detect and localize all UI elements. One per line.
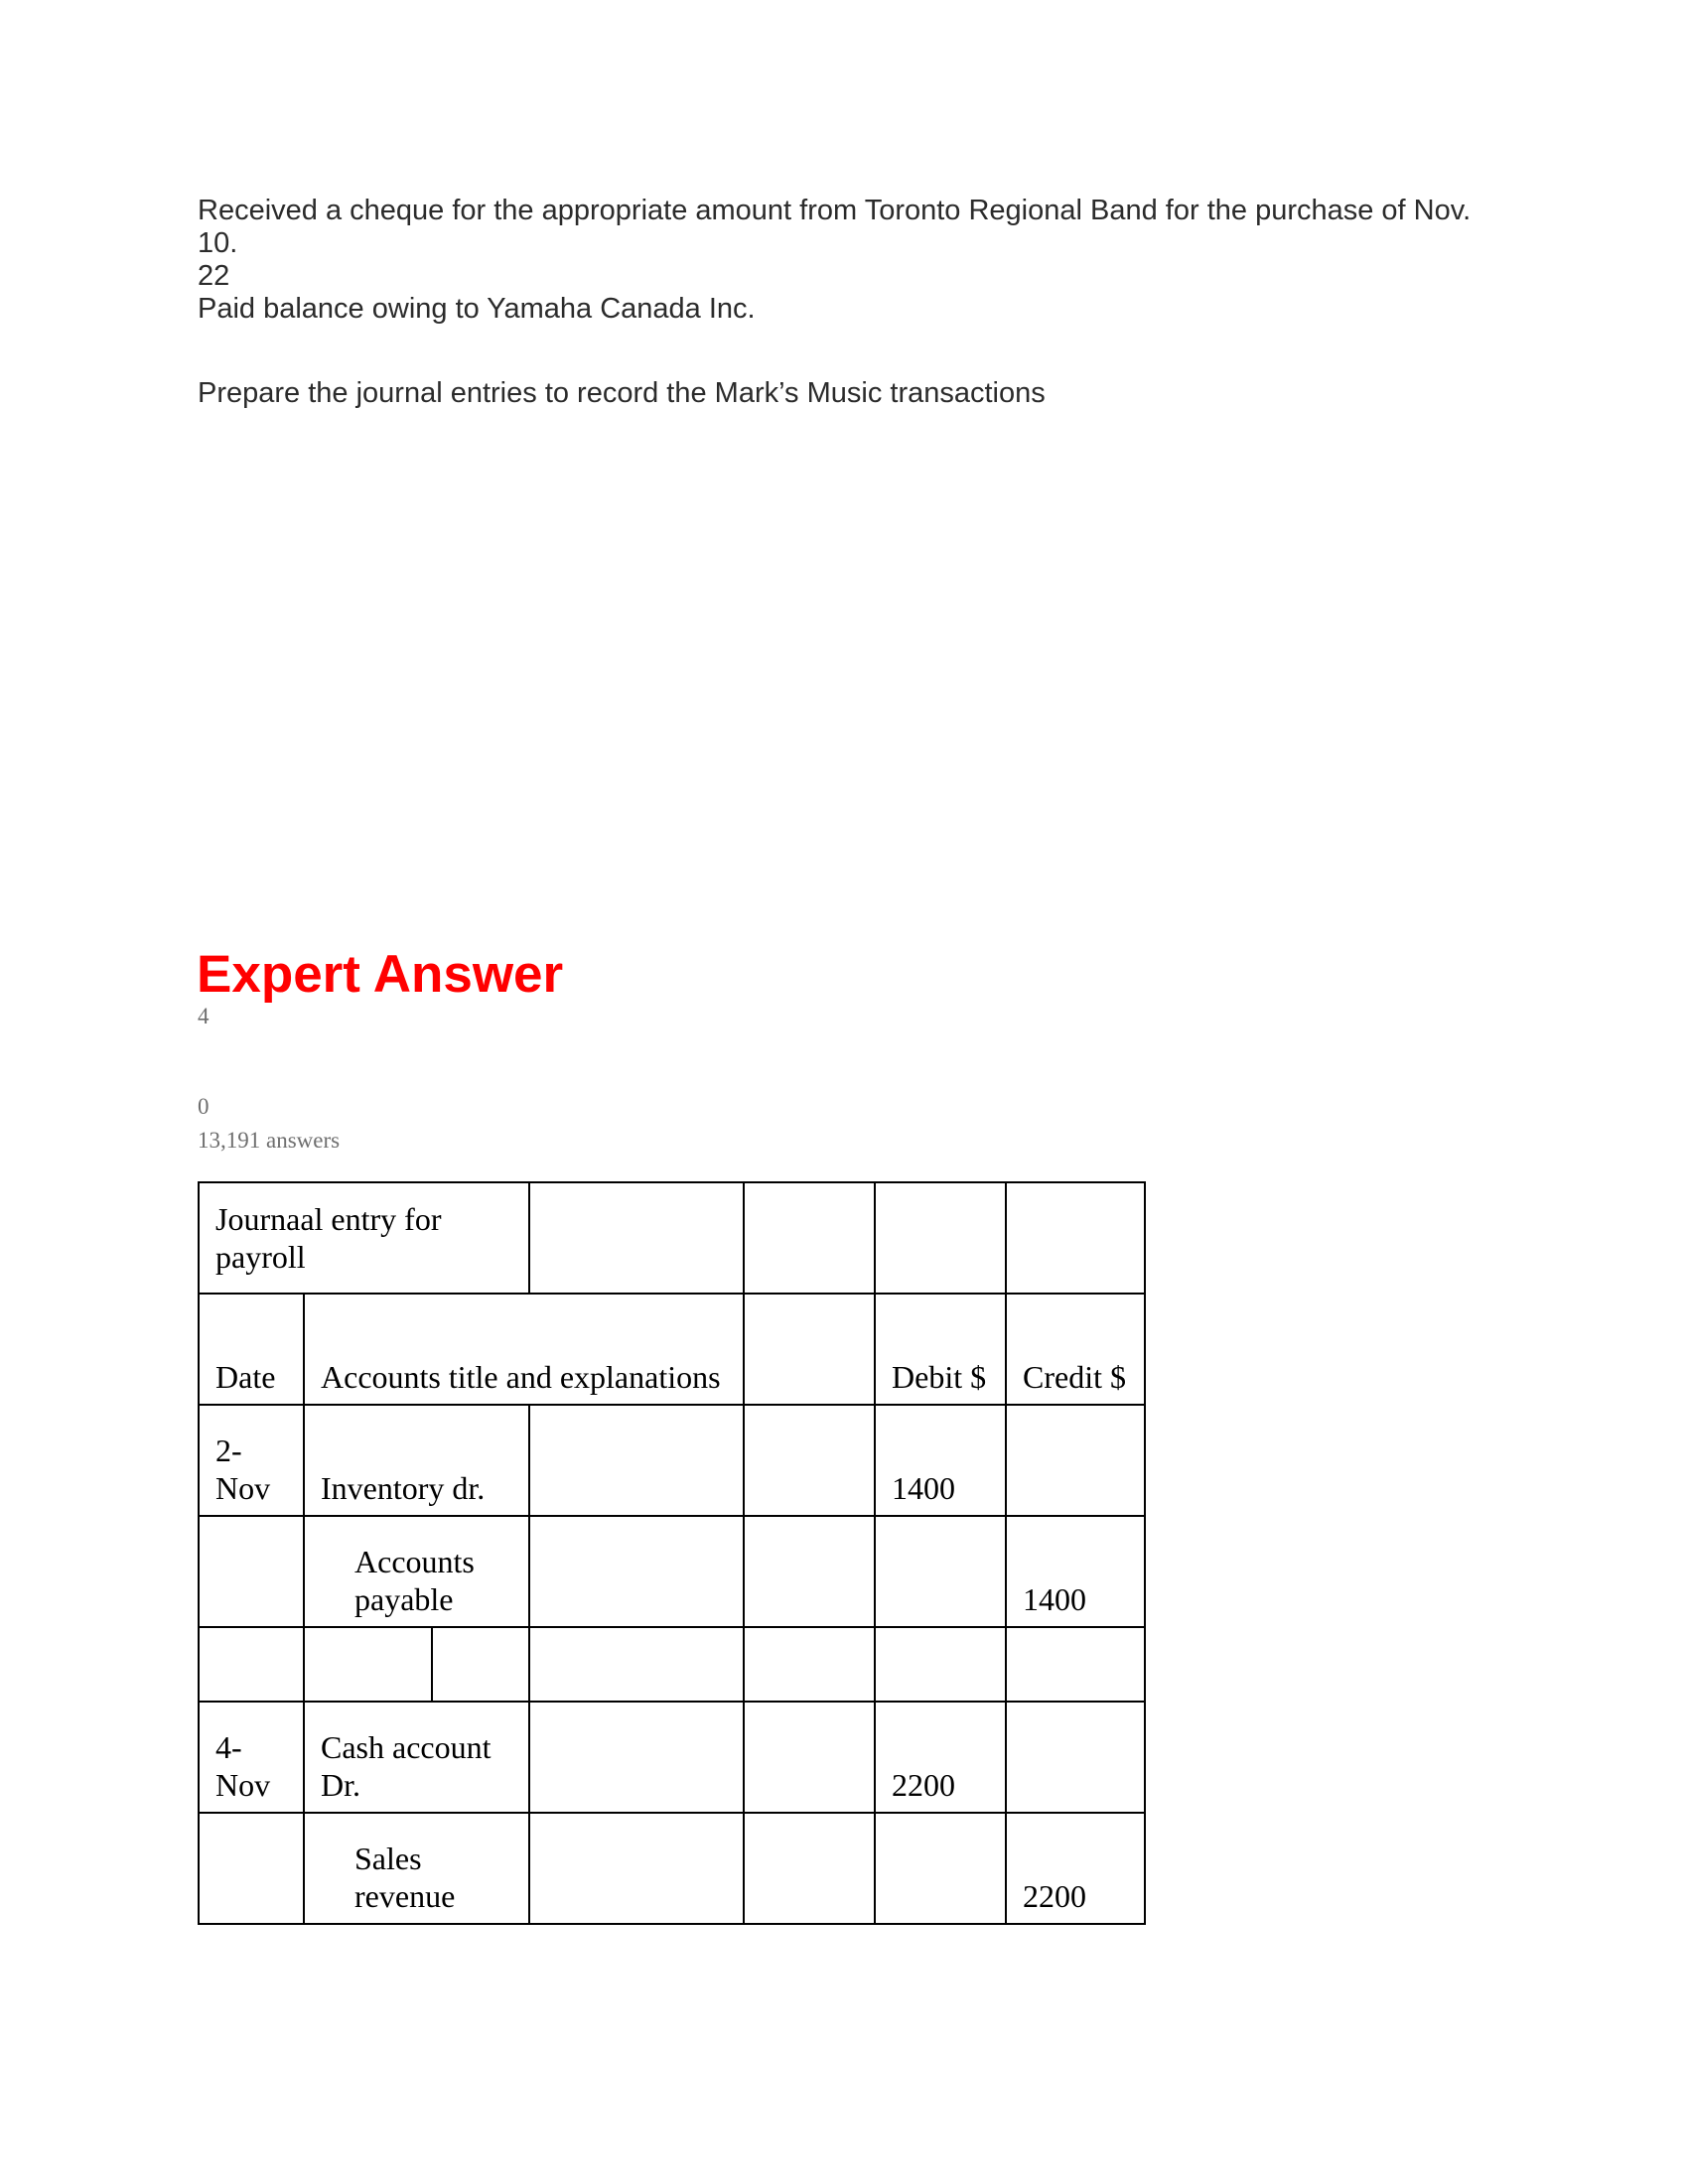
- table-cell: [744, 1813, 875, 1924]
- entry-account: [304, 1516, 529, 1627]
- table-cell: [1006, 1182, 1145, 1294]
- question-line: Paid balance owing to Yamaha Canada Inc.: [198, 293, 756, 325]
- journal-title-cell: Journaal entry for payroll: [199, 1182, 529, 1294]
- table-row: [199, 1702, 1145, 1813]
- table-row: [199, 1182, 1145, 1294]
- table-cell: [875, 1627, 1006, 1702]
- entry-debit: [875, 1813, 1006, 1924]
- like-count: 4: [198, 1004, 210, 1028]
- table-cell: [875, 1182, 1006, 1294]
- table-cell: [529, 1702, 744, 1813]
- table-row: [199, 1405, 1145, 1516]
- table-cell: [304, 1627, 432, 1702]
- table-cell: [529, 1516, 744, 1627]
- table-row: [199, 1813, 1145, 1924]
- header-credit: Credit $: [1006, 1294, 1145, 1405]
- journal-entry-table: [198, 1181, 1146, 1925]
- question-line: 10.: [198, 227, 238, 259]
- table-cell: [744, 1405, 875, 1516]
- entry-account: Inventory dr.: [304, 1405, 529, 1516]
- table-cell: [744, 1702, 875, 1813]
- entry-debit: 2200: [875, 1702, 1006, 1813]
- entry-date: [199, 1813, 304, 1924]
- table-cell: [744, 1294, 875, 1405]
- table-cell: [744, 1627, 875, 1702]
- dislike-count: 0: [198, 1094, 210, 1119]
- question-text: [198, 195, 1508, 326]
- entry-credit: 2200: [1006, 1813, 1145, 1924]
- entry-date: 2-Nov: [199, 1405, 304, 1516]
- table-cell: [744, 1516, 875, 1627]
- expert-answer-heading: Expert Answer: [197, 945, 564, 1004]
- question-prompt: Prepare the journal entries to record the Mark’s Music transactions: [198, 377, 1046, 409]
- header-accounts: Accounts title and explanations: [304, 1294, 744, 1405]
- entry-credit: [1006, 1702, 1145, 1813]
- table-cell: [529, 1813, 744, 1924]
- table-cell: [744, 1182, 875, 1294]
- table-row: [199, 1627, 1145, 1702]
- table-cell: [432, 1627, 529, 1702]
- header-debit: Debit $: [875, 1294, 1006, 1405]
- entry-account-text: Accounts payable: [354, 1544, 475, 1617]
- entry-account: Cash account Dr.: [304, 1702, 529, 1813]
- entry-credit: 1400: [1006, 1516, 1145, 1627]
- entry-credit: [1006, 1405, 1145, 1516]
- table-cell: [529, 1182, 744, 1294]
- entry-debit: 1400: [875, 1405, 1006, 1516]
- entry-debit: [875, 1516, 1006, 1627]
- entry-date: [199, 1516, 304, 1627]
- entry-account: [304, 1813, 529, 1924]
- entry-account-text: Sales revenue: [354, 1841, 456, 1914]
- question-line: 22: [198, 260, 230, 292]
- table-cell: [529, 1627, 744, 1702]
- entry-date: 4-Nov: [199, 1702, 304, 1813]
- table-row: [199, 1516, 1145, 1627]
- table-cell: [1006, 1627, 1145, 1702]
- table-cell: [529, 1405, 744, 1516]
- table-cell: [199, 1627, 304, 1702]
- header-date: Date: [199, 1294, 304, 1405]
- question-line: Received a cheque for the appropriate amount from Toronto Regional Band for the purchase of Nov.: [198, 195, 1472, 226]
- table-header-row: [199, 1294, 1145, 1405]
- answers-count: 13,191 answers: [198, 1128, 341, 1153]
